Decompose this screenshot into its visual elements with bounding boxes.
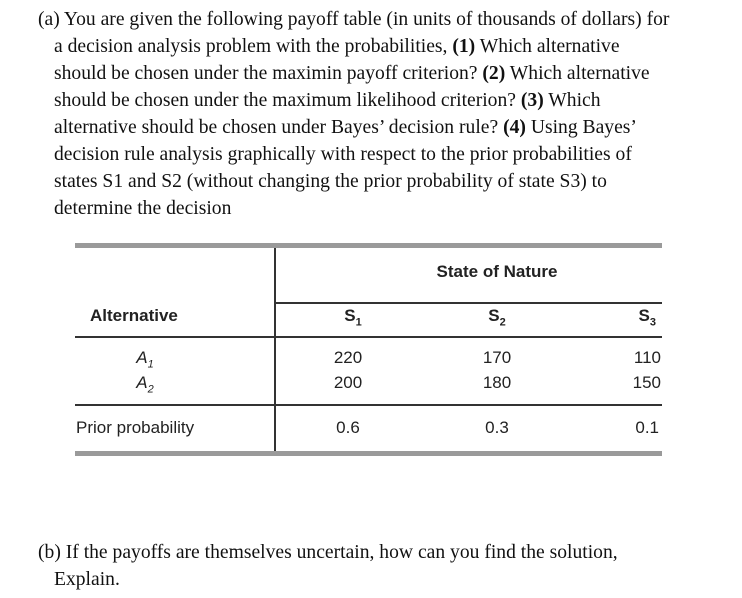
prior-cell: 0.1 <box>635 418 659 437</box>
text: Which alternative <box>475 36 620 57</box>
state-header: $S_3$ <box>638 306 656 329</box>
table-rule <box>75 404 662 406</box>
prior-cell: 0.6 <box>336 418 360 437</box>
prior-cell: 0.3 <box>485 418 509 437</box>
table-top-rule <box>75 243 662 248</box>
text: Which alternative <box>505 63 650 84</box>
payoff-cell: 110 <box>633 348 661 367</box>
question-line: Explain. <box>54 569 120 590</box>
question-line <box>54 61 650 87</box>
question-number: (1) <box>452 36 476 57</box>
state-of-nature-header: State of Nature <box>436 262 558 281</box>
question-line: states S1 and S2 (without changing the prior probability of state S3) to <box>54 171 607 192</box>
payoff-cell: 200 <box>333 373 363 392</box>
prior-probability-label: Prior probability <box>76 418 195 437</box>
text: should be chosen under the maximum likelihood criterion? <box>54 90 521 111</box>
question-line: (b) If the payoffs are themselves uncertain, how can you find the solution, <box>38 542 618 563</box>
state-header: $S_1$ <box>344 306 362 329</box>
alternative-label: $A_1$ <box>136 348 154 371</box>
question-number: (3) <box>520 90 544 111</box>
text: a decision analysis problem with the probabilities, <box>54 36 453 57</box>
table-bottom-rule <box>75 451 662 456</box>
state-header: $S_2$ <box>488 306 506 329</box>
alternative-label: $A_2$ <box>136 373 154 396</box>
payoff-cell: 220 <box>333 348 363 367</box>
question-number: (4) <box>503 117 526 138</box>
payoff-cell: 180 <box>482 373 512 392</box>
question-line: determine the decision <box>54 198 232 219</box>
question-line <box>54 115 637 141</box>
text: Which <box>543 90 601 111</box>
text: should be chosen under the maximin payoff criterion? <box>54 63 483 84</box>
table-divider <box>274 248 276 452</box>
text: Using Bayes’ <box>525 117 637 138</box>
table-rule <box>275 302 662 304</box>
text: alternative should be chosen under Bayes’ decision rule? <box>54 117 504 138</box>
question-line: decision rule analysis graphically with respect to the prior probabilities of <box>54 144 632 165</box>
table-rule <box>75 336 662 338</box>
payoff-cell: 150 <box>632 373 661 392</box>
question-number: (2) <box>482 63 506 84</box>
question-line <box>54 34 620 60</box>
question-line <box>54 88 601 114</box>
question-line: (a) You are given the following payoff table (in units of thousands of dollars) for <box>38 9 670 30</box>
payoff-cell: 170 <box>482 348 512 367</box>
alternative-header: Alternative <box>90 306 178 325</box>
